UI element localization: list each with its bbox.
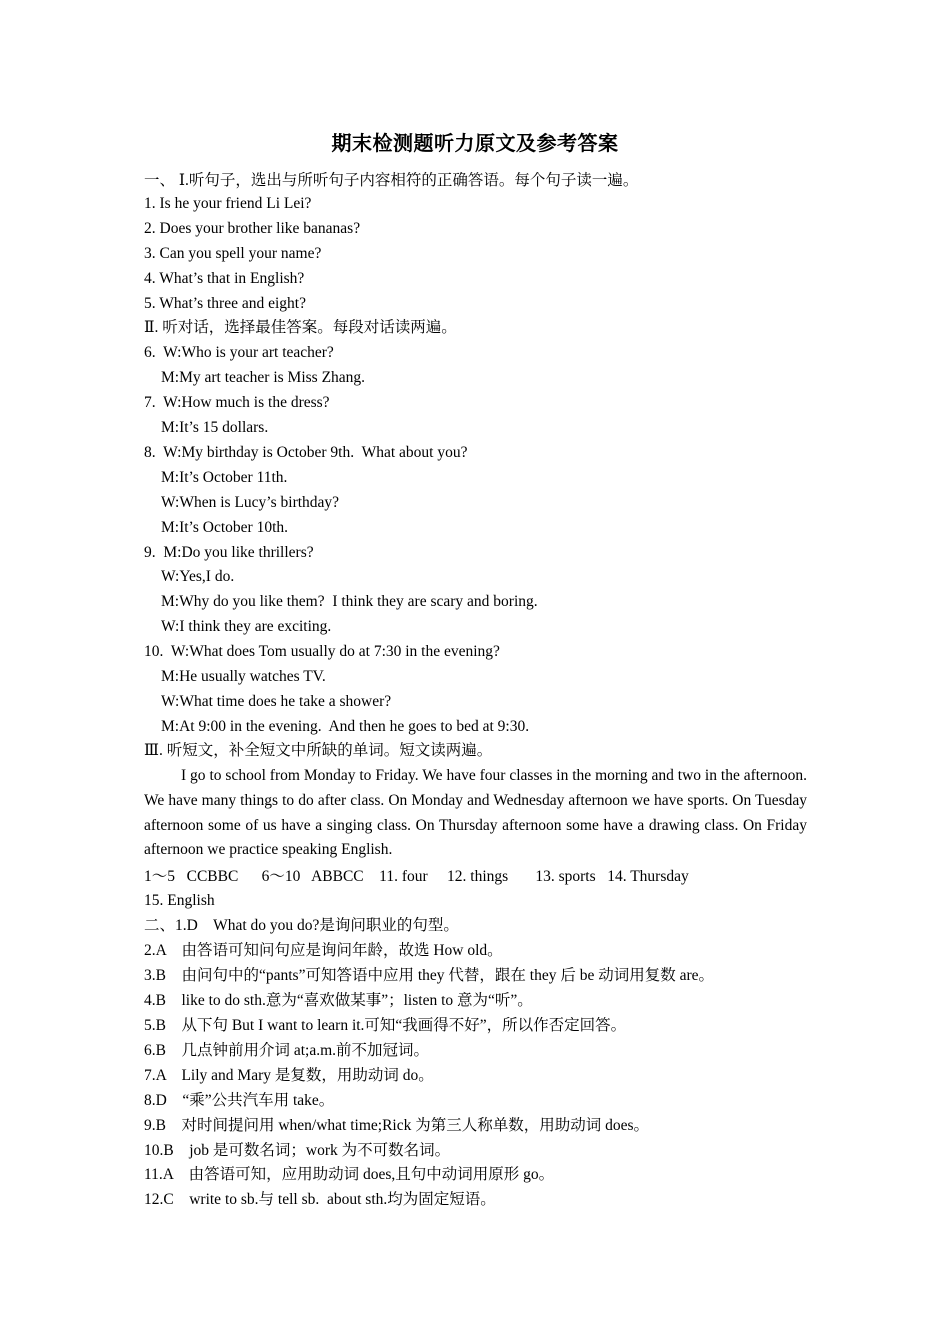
- listening-answers-line: 15. English: [144, 892, 215, 909]
- section1-heading: 一、 Ⅰ.听句子，选出与所听句子内容相符的正确答语。每个句子读一遍。: [144, 172, 639, 189]
- dialogue-number: 7.: [144, 394, 156, 411]
- explanation-text: “乘”公共汽车用 take。: [182, 1092, 335, 1109]
- answer-key: 9.B: [144, 1117, 166, 1134]
- explanation-text: Lily and Mary 是复数，用助动词 do。: [181, 1067, 434, 1084]
- answer-key: 10.B: [144, 1142, 174, 1159]
- dialogue-line: [144, 642, 500, 662]
- dialogue-line: M:My art teacher is Miss Zhang.: [161, 369, 366, 386]
- question-line: 1. Is he your friend Li Lei?: [144, 195, 312, 212]
- dialogue-line: [144, 343, 334, 363]
- dialogue-number: 8.: [144, 444, 156, 461]
- answer-key: 1.D: [175, 917, 198, 934]
- answer-key: 3.B: [144, 967, 166, 984]
- dialogue-line: M:At 9:00 in the evening. And then he goes to bed at 9:30.: [161, 718, 530, 735]
- answer-key: 4.B: [144, 992, 166, 1009]
- question-line: 5. What’s three and eight?: [144, 295, 306, 312]
- explanation-line: [144, 1016, 626, 1036]
- explanation-text: job 是可数名词；work 为不可数名词。: [189, 1142, 451, 1159]
- question-line: 4. What’s that in English?: [144, 270, 305, 287]
- section-prefix: 二、: [144, 917, 176, 934]
- explanation-text: 由答语可知，应用助动词 does,且句中动词用原形 go。: [188, 1166, 555, 1183]
- explanation-line: [144, 966, 714, 986]
- answer-group: 13. sports: [535, 868, 596, 885]
- explanation-line: [144, 1041, 429, 1061]
- explanation-text: 对时间提问用 when/what time;Rick 为第三人称单数，用助动词 does。: [181, 1117, 650, 1134]
- explanation-text: write to sb.与 tell sb. about sth.均为固定短语。: [189, 1191, 496, 1208]
- listening-answers-line: [144, 867, 689, 887]
- explanation-line: [144, 941, 503, 961]
- dialogue-line: W:I think they are exciting.: [161, 618, 332, 635]
- explanation-line: [144, 916, 459, 936]
- answer-key: 6.B: [144, 1042, 166, 1059]
- explanation-line: [144, 1190, 496, 1210]
- dialogue-number: 6.: [144, 344, 156, 361]
- answer-key: 11.A: [144, 1166, 174, 1183]
- answer-key: 12.C: [144, 1191, 174, 1208]
- question-line: 2. Does your brother like bananas?: [144, 220, 361, 237]
- dialogue-line: M:Why do you like them? I think they are scary and boring.: [161, 593, 538, 610]
- dialogue-line: [144, 443, 467, 463]
- dialogue-line: W:What time does he take a shower?: [161, 693, 392, 710]
- explanation-text: 从下句 But I want to learn it.可知“我画得不好”，所以作否定回答。: [181, 1017, 627, 1034]
- question-line: 3. Can you spell your name?: [144, 245, 322, 262]
- answer-key: 8.D: [144, 1092, 167, 1109]
- dialogue-text: M:Do you like thrillers?: [163, 544, 314, 561]
- answer-group: 14. Thursday: [607, 868, 689, 885]
- explanation-text: What do you do?是询问职业的句型。: [213, 917, 459, 934]
- explanation-text: 由问句中的“pants”可知答语中应用 they 代替，跟在 they 后 be 动词用复数 are。: [181, 967, 714, 984]
- dialogue-line: [144, 543, 314, 563]
- explanation-text: 由答语可知问句应是询问年龄，故选 How old。: [181, 942, 503, 959]
- section3-heading: Ⅲ. 听短文，补全短文中所缺的单词。短文读两遍。: [144, 742, 493, 759]
- dialogue-text: W:Who is your art teacher?: [163, 344, 334, 361]
- explanation-line: [144, 1066, 434, 1086]
- dialogue-text: W:How much is the dress?: [163, 394, 330, 411]
- dialogue-line: M:It’s 15 dollars.: [161, 419, 269, 436]
- dialogue-line: M:He usually watches TV.: [161, 668, 326, 685]
- passage: I go to school from Monday to Friday. We have four classes in the morning and two in the afternoon. We have many things to do after class. On Monday and Wednesday afternoon we have sports. On Tuesday afternoon some of us have a singing class. On Thursday afternoon some have a drawing class. On Friday afternoon we practice speaking English.: [144, 767, 807, 859]
- explanation-line: [144, 991, 533, 1011]
- dialogue-line: M:It’s October 11th.: [161, 469, 288, 486]
- answer-key: 2.A: [144, 942, 166, 959]
- dialogue-number: 9.: [144, 544, 156, 561]
- explanation-text: 几点钟前用介词 at;a.m.前不加冠词。: [181, 1042, 430, 1059]
- dialogue-number: 10.: [144, 643, 164, 660]
- answer-group: 11. four: [379, 868, 428, 885]
- dialogue-line: W:Yes,I do.: [161, 568, 235, 585]
- answer-key: 5.B: [144, 1017, 166, 1034]
- dialogue-line: W:When is Lucy’s birthday?: [161, 494, 340, 511]
- dialogue-text: W:What does Tom usually do at 7:30 in the evening?: [170, 643, 500, 660]
- answer-group: 12. things: [447, 868, 509, 885]
- section2-heading: Ⅱ. 听对话，选择最佳答案。每段对话读两遍。: [144, 319, 457, 336]
- dialogue-line: M:It’s October 10th.: [161, 519, 288, 536]
- explanation-line: [144, 1116, 649, 1136]
- explanation-line: [144, 1091, 334, 1111]
- answer-group: 1～5 CCBBC: [144, 868, 239, 885]
- explanation-line: [144, 1141, 450, 1161]
- answer-key: 7.A: [144, 1067, 166, 1084]
- explanation-text: like to do sth.意为“喜欢做某事”；listen to 意为“听”。: [181, 992, 533, 1009]
- answer-group: 6～10 ABBCC: [261, 868, 364, 885]
- dialogue-text: W:My birthday is October 9th. What about you?: [163, 444, 468, 461]
- document-title: 期末检测题听力原文及参考答案: [331, 131, 619, 155]
- explanation-line: [144, 1165, 554, 1185]
- dialogue-line: [144, 393, 330, 413]
